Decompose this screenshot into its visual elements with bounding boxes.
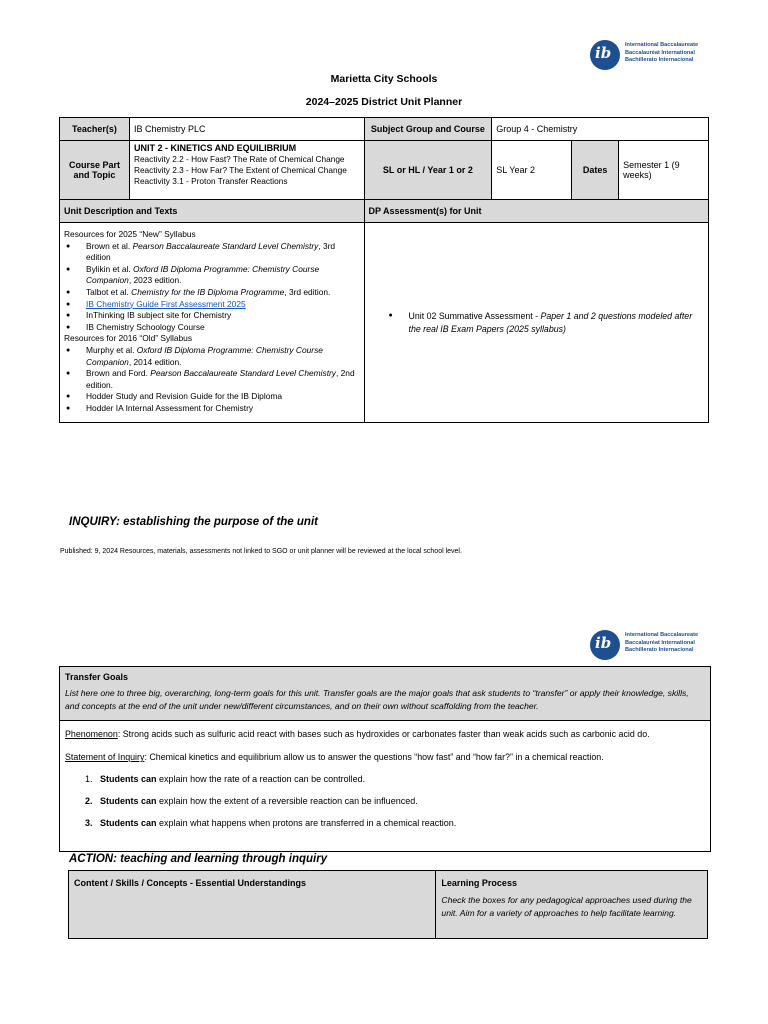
resource-item: ● Hodder IA Internal Assessment for Chemistry — [64, 403, 360, 415]
statement-of-inquiry: Statement of Inquiry: Chemical kinetics and equilibrium allow us to answer the questions “how fast” and “how far?” in a chemical reaction. — [65, 752, 604, 762]
learning-process-title: Learning Process — [441, 878, 517, 888]
resource-item: ● Murphy et al. Oxford IB Diploma Programme: Chemistry Course Companion, 2014 edition. — [64, 345, 360, 368]
action-heading: ACTION: teaching and learning through inquiry — [69, 853, 328, 865]
learning-process-header — [436, 871, 708, 939]
ib-logo — [590, 628, 710, 664]
ib-logo-mark: ib — [590, 40, 620, 70]
published-footer: Published: 9, 2024 Resources, materials, assessments not linked to SGO or unit planner will be reviewed at the local school level. — [60, 548, 462, 555]
dates-value: Semester 1 (9 weeks) — [619, 141, 709, 200]
subject-label: Subject Group and Course — [364, 118, 492, 141]
old-syllabus-label: Resources for 2016 “Old” Syllabus — [64, 333, 193, 344]
learning-process-note: Check the boxes for any pedagogical approaches used during the unit. Aim for a variety of approaches to help facilitate learning. — [441, 895, 692, 918]
old-resources-list — [64, 345, 360, 415]
ib-logo-text: International Baccalaureate Baccalauréat International Bachillerato Internacional — [625, 42, 699, 64]
subject-value: Group 4 - Chemistry — [492, 118, 709, 141]
resource-item: ● Bylikin et al. Oxford IB Diploma Programme: Chemistry Course Companion, 2023 edition. — [64, 264, 360, 287]
level-label: SL or HL / Year 1 or 2 — [364, 141, 492, 200]
goals-list — [85, 768, 705, 834]
ib-guide-link[interactable]: IB Chemistry Guide First Assessment 2025 — [86, 298, 246, 309]
goal-item: 1. Students can explain how the rate of a reaction can be controlled. — [85, 774, 366, 784]
goal-item: 3. Students can explain what happens when protons are transferred in a chemical reaction. — [85, 818, 457, 828]
transfer-goals-title: Transfer Goals — [65, 672, 129, 682]
assessment-list — [387, 310, 697, 335]
resource-item: ● InThinking IB subject site for Chemistry — [64, 310, 360, 322]
unit-info-table — [59, 117, 709, 423]
resource-item: ● IB Chemistry Schoology Course — [64, 322, 360, 334]
transfer-goals-header — [60, 667, 710, 721]
ib-logo-text: International Baccalaureate Baccalauréat International Bachillerato Internacional — [625, 632, 699, 654]
assessment-item: ● Unit 02 Summative Assessment - Paper 1 and 2 questions modeled after the real IB Exam Papers (2025 syllabus) — [387, 310, 697, 335]
inquiry-heading: INQUIRY: establishing the purpose of the unit — [69, 516, 318, 528]
content-skills-header: Content / Skills / Concepts - Essential Understandings — [69, 871, 436, 939]
ib-logo-mark: ib — [590, 630, 620, 660]
topic-item: Reactivity 2.2 - How Fast? The Rate of Chemical Change — [133, 154, 345, 164]
phenomenon: Phenomenon: Strong acids such as sulfuric acid react with bases such as hydroxides or carbonates faster than weak acids such as carbonic acid do. — [65, 729, 650, 739]
resource-item: ● Hodder Study and Revision Guide for the IB Diploma — [64, 391, 360, 403]
transfer-goals-description: List here one to three big, overarching, long-term goals for this unit. Transfer goals are the major goals that ask students to “transfer” or apply their knowledge, skills, and concepts at the end of the unit under new/different circumstances, and on their own without scaffolding from the teacher. — [65, 688, 689, 711]
new-resources-list — [64, 241, 360, 334]
resource-item — [64, 299, 360, 311]
dp-assessment-label: DP Assessment(s) for Unit — [364, 200, 709, 223]
dates-label: Dates — [572, 141, 619, 200]
topic-item: Reactivity 2.3 - How Far? The Extent of Chemical Change — [133, 165, 347, 175]
level-value: SL Year 2 — [492, 141, 572, 200]
topic-item: Reactivity 3.1 - Proton Transfer Reactions — [133, 176, 288, 186]
ib-logo — [590, 38, 710, 74]
resources-cell — [60, 223, 365, 423]
new-syllabus-label: Resources for 2025 “New” Syllabus — [64, 229, 196, 239]
course-part-value — [129, 141, 364, 200]
teacher-value: IB Chemistry PLC — [129, 118, 364, 141]
unit-title: UNIT 2 - KINETICS AND EQUILIBRIUM — [133, 143, 297, 153]
transfer-goals-box — [59, 666, 711, 852]
resource-item: ● Brown and Ford. Pearson Baccalaureate Standard Level Chemistry, 2nd edition. — [64, 368, 360, 391]
school-name: Marietta City Schools — [330, 73, 438, 85]
goal-item: 2. Students can explain how the extent of a reversible reaction can be influenced. — [85, 796, 418, 806]
course-part-label: Course Part and Topic — [60, 141, 130, 200]
planner-title: 2024–2025 District Unit Planner — [305, 96, 463, 108]
resource-item: ● Talbot et al. Chemistry for the IB Diploma Programme, 3rd edition. — [64, 287, 360, 299]
resource-item: ● Brown et al. Pearson Baccalaureate Standard Level Chemistry, 3rd edition — [64, 241, 360, 264]
teacher-label: Teacher(s) — [60, 118, 130, 141]
unit-description-label: Unit Description and Texts — [60, 200, 365, 223]
assessment-cell — [364, 223, 709, 423]
action-table — [68, 870, 708, 939]
